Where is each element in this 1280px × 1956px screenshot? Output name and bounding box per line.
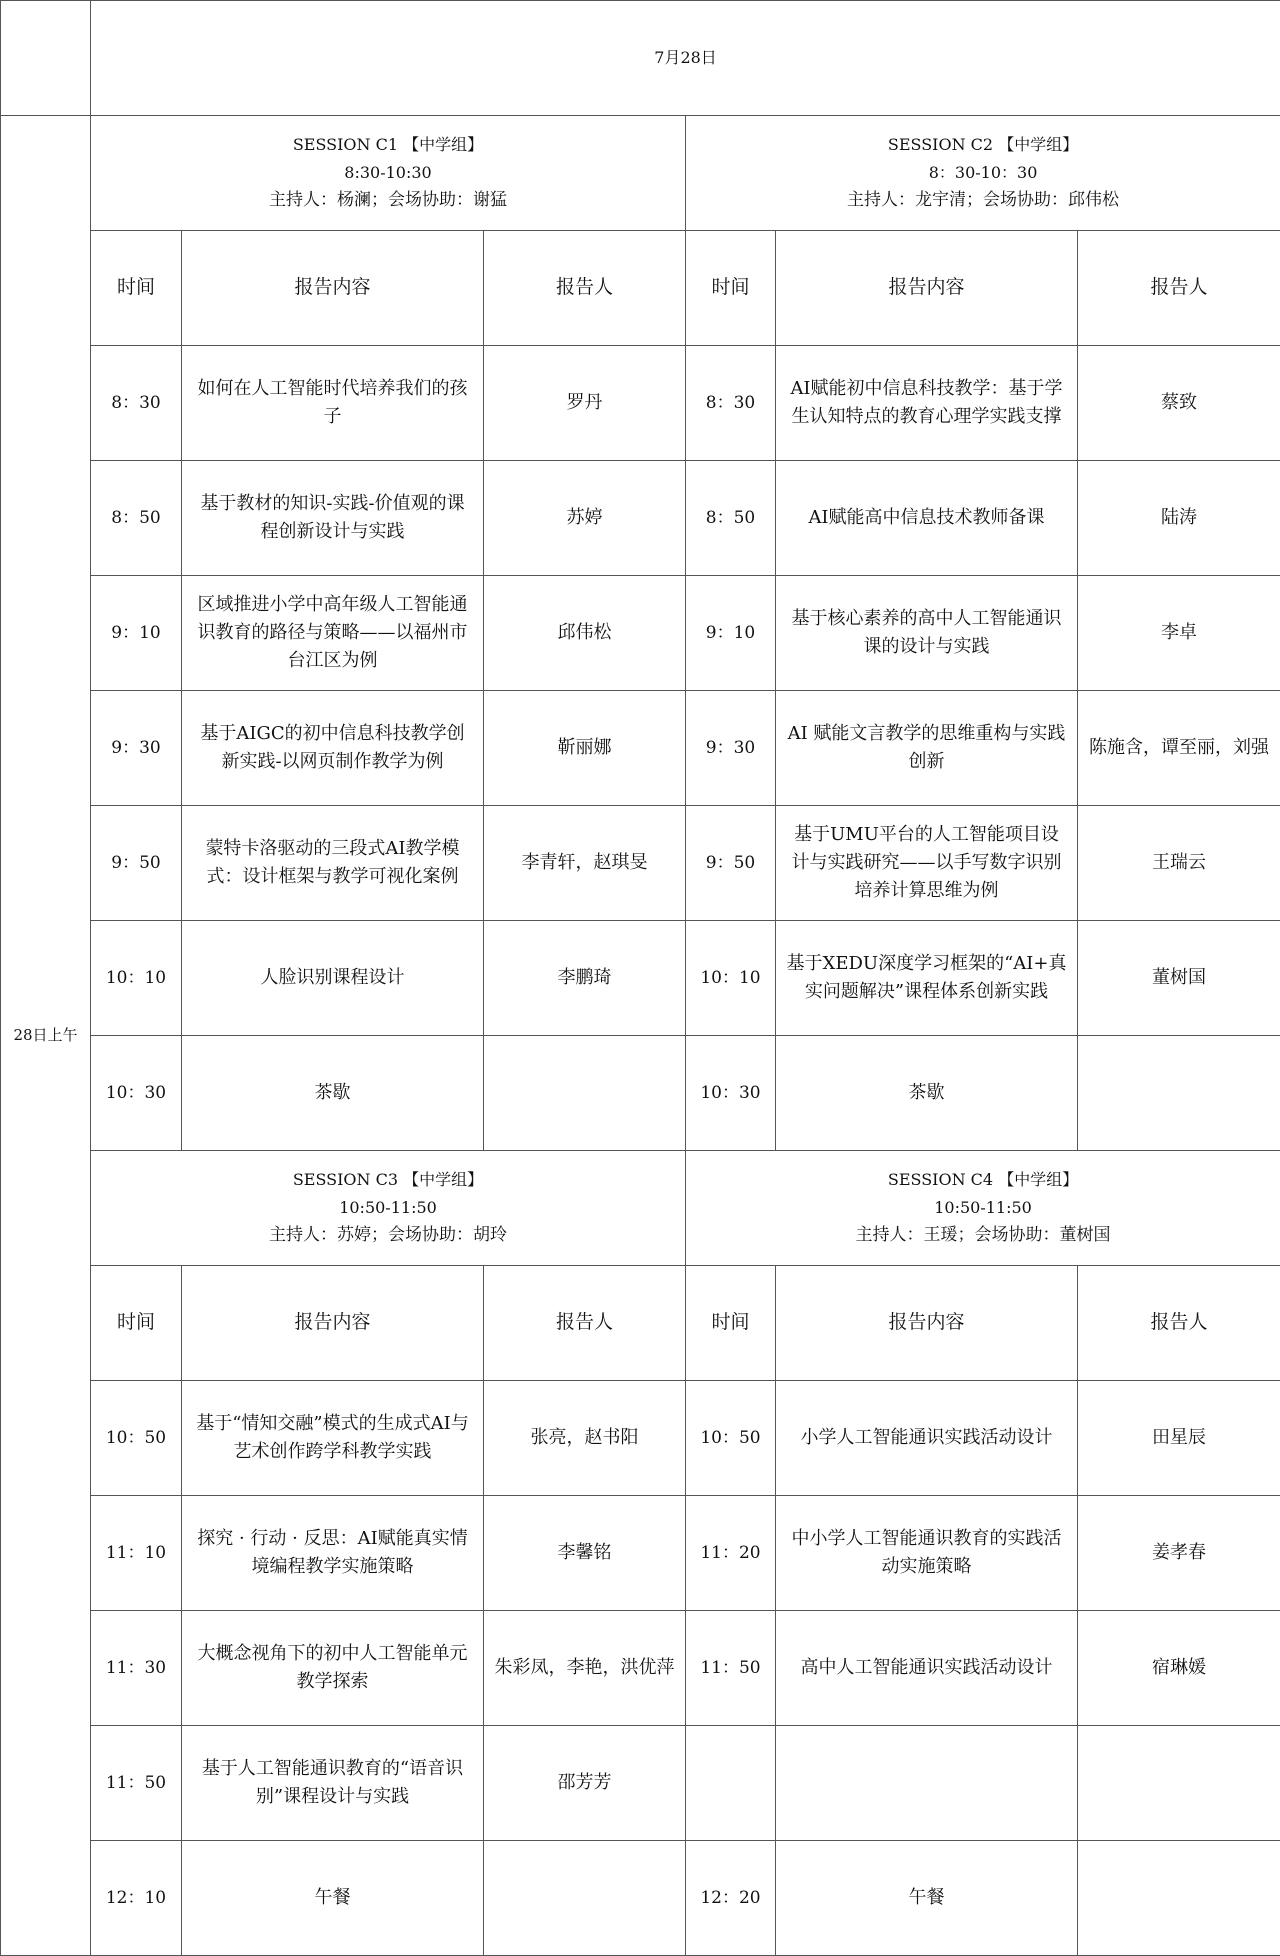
time-cell: 11：30 <box>91 1611 182 1726</box>
session-c3-header <box>91 1151 686 1266</box>
time-cell: 10：10 <box>686 921 776 1036</box>
time-cell: 8：30 <box>91 346 182 461</box>
content-cell: 小学人工智能通识实践活动设计 <box>776 1381 1078 1496</box>
table-row <box>1 1381 1280 1496</box>
time-cell: 11：10 <box>91 1496 182 1611</box>
speaker-cell: 苏婷 <box>484 461 686 576</box>
column-header-row-1 <box>1 231 1280 346</box>
content-cell: 茶歇 <box>182 1036 484 1151</box>
column-header-row-2 <box>1 1266 1280 1381</box>
content-cell: 基于UMU平台的人工智能项目设计与实践研究——以手写数字识别培养计算思维为例 <box>776 806 1078 921</box>
table-row <box>1 691 1280 806</box>
content-cell: 茶歇 <box>776 1036 1078 1151</box>
date-title: 7月28日 <box>91 1 1280 116</box>
col-header-content: 报告内容 <box>182 231 484 346</box>
table-row <box>1 921 1280 1036</box>
time-cell: 9：30 <box>686 691 776 806</box>
content-cell: 基于人工智能通识教育的“语音识别”课程设计与实践 <box>182 1726 484 1841</box>
session-c1-header <box>91 116 686 231</box>
session-title: SESSION C1 【中学组】 <box>97 131 679 158</box>
content-cell: 基于核心素养的高中人工智能通识课的设计与实践 <box>776 576 1078 691</box>
time-cell: 10：50 <box>91 1381 182 1496</box>
speaker-cell <box>1078 1726 1280 1841</box>
session-time: 8：30-10：30 <box>692 159 1274 186</box>
col-header-content: 报告内容 <box>776 1266 1078 1381</box>
session-title: SESSION C3 【中学组】 <box>97 1166 679 1193</box>
content-cell: 基于XEDU深度学习框架的“AI+真实问题解决”课程体系创新实践 <box>776 921 1078 1036</box>
time-cell: 8：30 <box>686 346 776 461</box>
col-header-speaker: 报告人 <box>484 1266 686 1381</box>
session-host: 主持人：杨澜；会场协助：谢猛 <box>97 186 679 215</box>
content-cell: AI赋能初中信息科技教学：基于学生认知特点的教育心理学实践支撑 <box>776 346 1078 461</box>
speaker-cell: 李鹏琦 <box>484 921 686 1036</box>
session-row-2 <box>1 1151 1280 1266</box>
table-row <box>1 1611 1280 1726</box>
content-cell: 大概念视角下的初中人工智能单元教学探索 <box>182 1611 484 1726</box>
speaker-cell: 陈施含，谭至丽，刘强 <box>1078 691 1280 806</box>
time-cell: 10：30 <box>91 1036 182 1151</box>
time-cell: 11：20 <box>686 1496 776 1611</box>
col-header-time: 时间 <box>91 1266 182 1381</box>
speaker-cell <box>484 1841 686 1956</box>
speaker-cell <box>1078 1841 1280 1956</box>
speaker-cell: 李卓 <box>1078 576 1280 691</box>
time-cell: 8：50 <box>686 461 776 576</box>
time-cell: 10：10 <box>91 921 182 1036</box>
content-cell: 中小学人工智能通识教育的实践活动实施策略 <box>776 1496 1078 1611</box>
session-host: 主持人：苏婷；会场协助：胡玲 <box>97 1221 679 1250</box>
session-row-1 <box>1 116 1280 231</box>
content-cell <box>776 1726 1078 1841</box>
time-cell: 11：50 <box>91 1726 182 1841</box>
time-cell: 10：50 <box>686 1381 776 1496</box>
speaker-cell: 朱彩凤，李艳，洪优萍 <box>484 1611 686 1726</box>
col-header-speaker: 报告人 <box>484 231 686 346</box>
speaker-cell: 蔡致 <box>1078 346 1280 461</box>
time-cell: 12：10 <box>91 1841 182 1956</box>
speaker-cell: 董树国 <box>1078 921 1280 1036</box>
table-row <box>1 1841 1280 1956</box>
table-row <box>1 576 1280 691</box>
session-title: SESSION C2 【中学组】 <box>692 131 1274 158</box>
speaker-cell: 李青轩，赵琪旻 <box>484 806 686 921</box>
speaker-cell: 姜孝春 <box>1078 1496 1280 1611</box>
session-host: 主持人：王瑗；会场协助：董树国 <box>692 1221 1274 1250</box>
content-cell: AI赋能高中信息技术教师备课 <box>776 461 1078 576</box>
col-header-speaker: 报告人 <box>1078 1266 1280 1381</box>
speaker-cell: 王瑞云 <box>1078 806 1280 921</box>
table-row <box>1 346 1280 461</box>
col-header-content: 报告内容 <box>776 231 1078 346</box>
speaker-cell: 靳丽娜 <box>484 691 686 806</box>
table-row <box>1 1036 1280 1151</box>
session-title: SESSION C4 【中学组】 <box>692 1166 1274 1193</box>
content-cell: 午餐 <box>182 1841 484 1956</box>
speaker-cell: 李馨铭 <box>484 1496 686 1611</box>
speaker-cell <box>484 1036 686 1151</box>
content-cell: 人脸识别课程设计 <box>182 921 484 1036</box>
day-label: 28日上午 <box>1 116 91 1956</box>
date-header-row <box>1 1 1280 116</box>
time-cell: 10：30 <box>686 1036 776 1151</box>
time-cell: 11：50 <box>686 1611 776 1726</box>
col-header-speaker: 报告人 <box>1078 231 1280 346</box>
content-cell: 基于AIGC的初中信息科技教学创新实践-以网页制作教学为例 <box>182 691 484 806</box>
content-cell: 探究 · 行动 · 反思：AI赋能真实情境编程教学实施策略 <box>182 1496 484 1611</box>
time-cell: 9：30 <box>91 691 182 806</box>
corner-cell <box>1 1 91 116</box>
session-time: 10:50-11:50 <box>97 1194 679 1221</box>
content-cell: 高中人工智能通识实践活动设计 <box>776 1611 1078 1726</box>
time-cell: 9：10 <box>686 576 776 691</box>
session-time: 10:50-11:50 <box>692 1194 1274 1221</box>
col-header-time: 时间 <box>91 231 182 346</box>
session-host: 主持人：龙宇清；会场协助：邱伟松 <box>692 186 1274 215</box>
speaker-cell <box>1078 1036 1280 1151</box>
content-cell: 区域推进小学中高年级人工智能通识教育的路径与策略——以福州市台江区为例 <box>182 576 484 691</box>
content-cell: AI 赋能文言教学的思维重构与实践创新 <box>776 691 1078 806</box>
time-cell: 9：10 <box>91 576 182 691</box>
session-c2-header <box>686 116 1280 231</box>
table-row <box>1 1726 1280 1841</box>
speaker-cell: 田星辰 <box>1078 1381 1280 1496</box>
speaker-cell: 罗丹 <box>484 346 686 461</box>
time-cell: 8：50 <box>91 461 182 576</box>
time-cell: 9：50 <box>91 806 182 921</box>
session-c4-header <box>686 1151 1280 1266</box>
col-header-content: 报告内容 <box>182 1266 484 1381</box>
table-row <box>1 806 1280 921</box>
speaker-cell: 邵芳芳 <box>484 1726 686 1841</box>
time-cell: 12：20 <box>686 1841 776 1956</box>
speaker-cell: 陆涛 <box>1078 461 1280 576</box>
time-cell: 9：50 <box>686 806 776 921</box>
speaker-cell: 宿琳媛 <box>1078 1611 1280 1726</box>
table-row <box>1 1496 1280 1611</box>
content-cell: 如何在人工智能时代培养我们的孩子 <box>182 346 484 461</box>
time-cell <box>686 1726 776 1841</box>
session-time: 8:30-10:30 <box>97 159 679 186</box>
content-cell: 蒙特卡洛驱动的三段式AI教学模式：设计框架与教学可视化案例 <box>182 806 484 921</box>
col-header-time: 时间 <box>686 231 776 346</box>
col-header-time: 时间 <box>686 1266 776 1381</box>
speaker-cell: 张亮，赵书阳 <box>484 1381 686 1496</box>
content-cell: 基于“情知交融”模式的生成式AI与艺术创作跨学科教学实践 <box>182 1381 484 1496</box>
content-cell: 基于教材的知识-实践-价值观的课程创新设计与实践 <box>182 461 484 576</box>
content-cell: 午餐 <box>776 1841 1078 1956</box>
table-row <box>1 461 1280 576</box>
speaker-cell: 邱伟松 <box>484 576 686 691</box>
